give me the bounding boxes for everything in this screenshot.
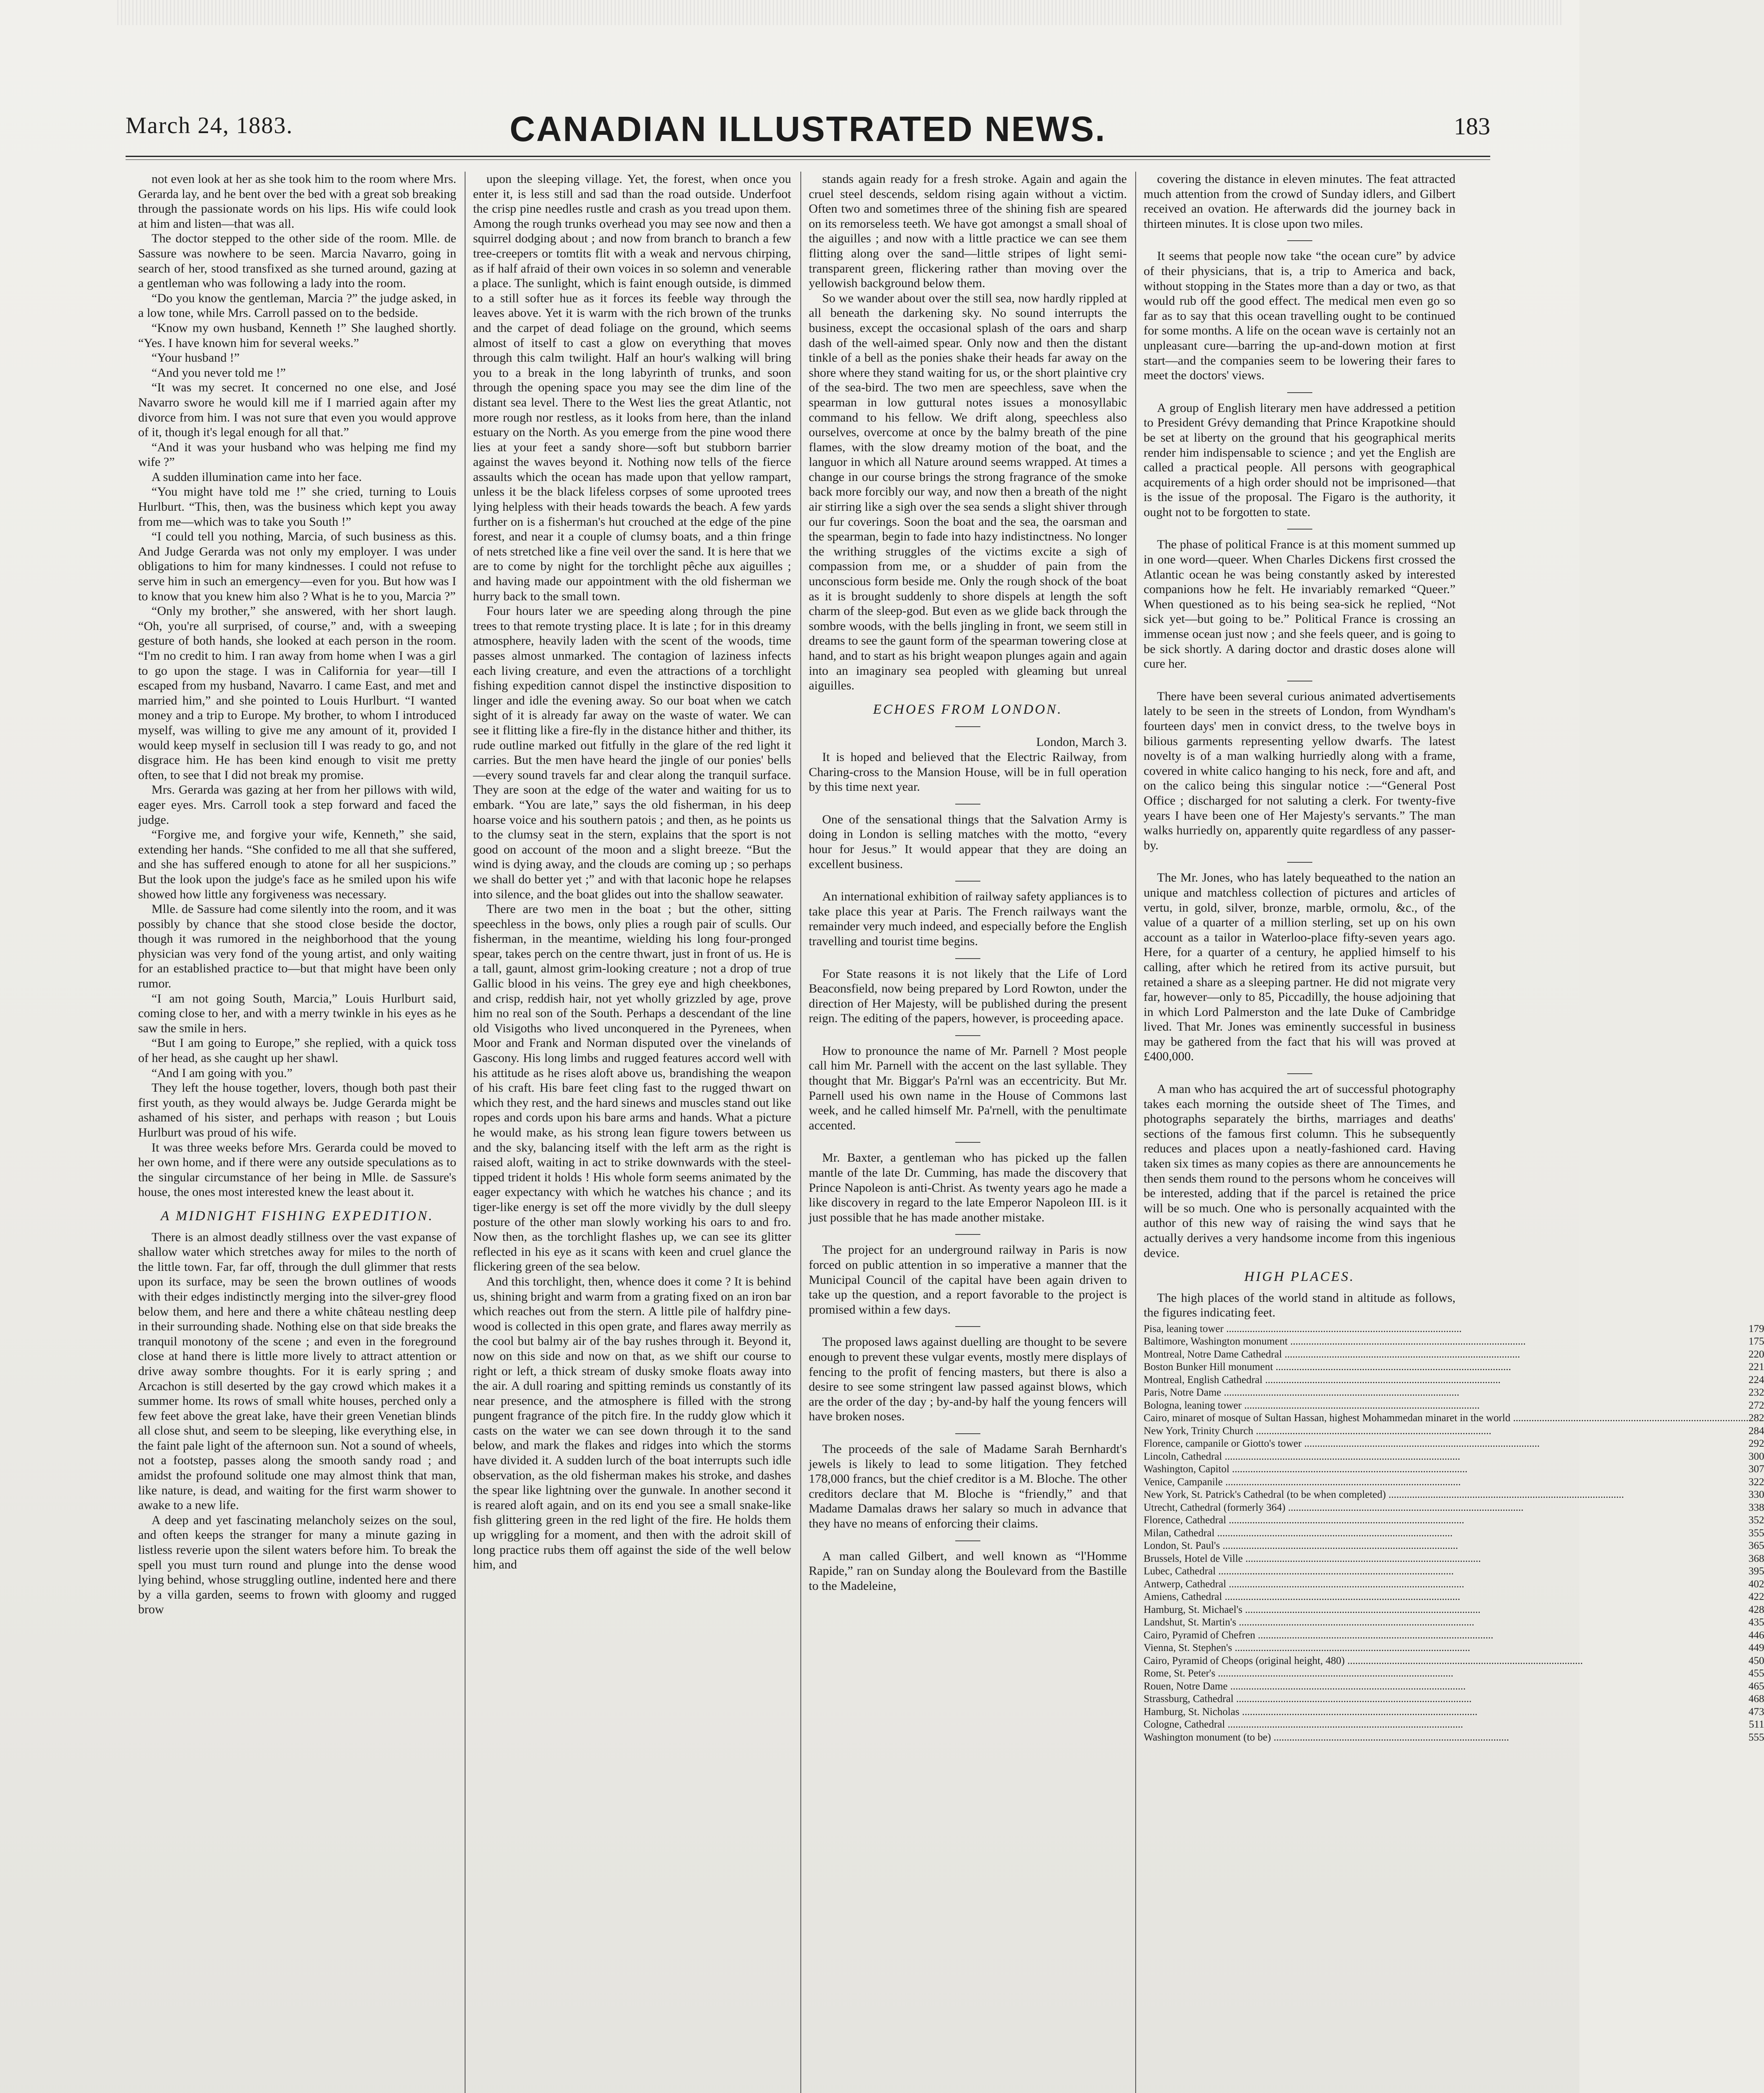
- echoes-items-continued: [1144, 172, 1455, 1260]
- midnight-fishing-continued: [473, 172, 791, 1572]
- place-name: Venice, Campanile .....: [1144, 1476, 1749, 1489]
- height-feet: 435: [1748, 1617, 1764, 1628]
- table-row: [1144, 1476, 1764, 1489]
- short-rule: [1287, 1073, 1312, 1074]
- place-name: Washington monument (to be) .....: [1144, 1731, 1749, 1744]
- short-rule: [955, 1326, 980, 1327]
- table-row: [1144, 1553, 1764, 1566]
- masthead-title: CANADIAN ILLUSTRATED NEWS.: [509, 109, 1106, 149]
- table-row: [1144, 1489, 1764, 1502]
- table-row: [1144, 1616, 1764, 1629]
- paragraph: There are two men in the boat ; but the other, sitting speechless in the bows, only plies a rough pair of sculls. Our fisherman, in the meantime, wielding his long four-pronged spear, takes perch on the centre thwart, just in front of us. He is a tall, gaunt, almost grim-looking creature ; not a drop of true Gallic blood in his veins. The grey eye and high cheekbones, and crisp, reddish hair, not yet wholly grizzled by age, prove him no real son of the South. Perhaps a descendant of the line old Visigoths who lived unconquered in the Pyrenees, when Moor and Frank and Norman disputed over the vinelands of Gascony. His long limbs and rugged features accord well with his attitude as he rises aloft above us, brandishing the weapon of his craft. His bare feet cling fast to the rugged thwart on which they rest, and the hard sinews and muscles stand out like ropes and cords upon his bare arms and hands. What a picture he would make, as his strong lean figure towers between us and the sky, balancing itself with the left arm as the right is raised aloft, waiting in act to strike downwards with the steel-tipped trident it holds ! His whole form seems animated by the eager expectancy with which he watches his chance ; and its tiger-like energy is set off the more vividly by the dull sleepy posture of the other man slowly working his oars to and fro. Now then, as the torchlight flashes up, we can see its glitter reflected in his eye as it scans with keen and cruel glance the flickering green of the sea below.: [473, 902, 791, 1274]
- short-rule: [1287, 862, 1312, 863]
- paragraph: Mrs. Gerarda was gazing at her from her pillows with wild, eager eyes. Mrs. Carroll took a step forward and faced the judge.: [138, 783, 456, 827]
- height-feet: 473: [1748, 1706, 1764, 1718]
- height-feet: 272: [1748, 1399, 1764, 1411]
- height-feet: 511: [1749, 1719, 1764, 1730]
- height-feet: 555: [1748, 1731, 1764, 1743]
- paragraph: The Mr. Jones, who has lately bequeathed to the nation an unique and matchless collection of pictures and articles of vertu, in gold, silver, bronze, marble, ormolu, &c., of the value of a quarter of a million sterling, set up on his own account as a tailor in Waterloo-place fifty-seven years ago. Here, for a quarter of a century, he applied himself to his calling, after which he retired from its active pursuit, but retained a share as a sleeping partner. He did not migrate very far, however—only to 85, Piccadilly, the house adjoining that in which Lord Palmerston and the late Duke of Cambridge lived. That Mr. Jones was eminently successful in business may be gathered from the fact that his will was proved at £400,000.: [1144, 871, 1455, 1064]
- page-number: 183: [1454, 113, 1490, 140]
- table-row: [1144, 1361, 1764, 1374]
- place-name: Strassburg, Cathedral .....: [1144, 1693, 1749, 1706]
- paragraph: “And I am going with you.”: [152, 1066, 293, 1080]
- short-rule: [955, 958, 980, 959]
- paragraph: A deep and yet fascinating melancholy seizes on the soul, and often keeps the stranger for many a minute gazing in listless reverie upon the silent waters before him. To break the spell you must turn round and plunge into the dense wood lying behind, whose struggling outline, indented here and there by a villa garden, seems to frown with gloomy and rugged brow: [138, 1513, 456, 1617]
- table-row: [1144, 1386, 1764, 1399]
- section-title-high-places: HIGH PLACES.: [1244, 1269, 1355, 1285]
- height-feet: 232: [1748, 1387, 1764, 1399]
- table-row: [1144, 1706, 1764, 1719]
- paragraph: “Your husband !”: [152, 351, 240, 365]
- paragraph: For State reasons it is not likely that the Life of Lord Beaconsfield, now being prepared by Lord Rowton, under the direction of Her Majesty, will be published during the present reign. The editing of the papers, however, is proceeding apace.: [809, 967, 1127, 1026]
- height-feet: 365: [1748, 1540, 1764, 1552]
- short-rule: [1287, 392, 1312, 393]
- height-feet: 395: [1748, 1566, 1764, 1577]
- table-row: [1144, 1348, 1764, 1361]
- paragraph: “But I am going to Europe,” she replied, with a quick toss of her head, as she caught up her shawl.: [138, 1036, 456, 1065]
- height-feet: 450: [1748, 1655, 1764, 1666]
- paragraph: Four hours later we are speeding along through the pine trees to that remote trysting place. It is late ; for in this dreamy atmosphere, heavily laden with the scent of the woods, time passes almost unmarked. The contagion of laziness infects each living creature, and even the attractions of a torchlight fishing expedition cannot dispel the instinctive disposition to linger and idle the evening away. So our boat when we catch sight of it is already far away on the waste of water. We can see it flitting like a fire-fly in the distance hither and thither, its rude outline marked out fitfully in the glare of the red light it carries. But the men have heard the jingle of our ponies' bells—every sound travels far and clear along the tranquil surface. They are soon at the edge of the water and waiting for us to embark. “You are late,” says the old fisherman, in his deep hoarse voice and his southern patois ; and then, as he points us to the clumsy seat in the stern, explains that the sport is not good on account of the moon and a slight breeze. “But the wind is dying away, and the clouds are coming up ; so perhaps we shall do better yet ;” and with that laconic hope he relapses into silence, and the boat glides out into the shallow seawater.: [473, 604, 791, 901]
- place-name: Lincoln, Cathedral .....: [1144, 1450, 1749, 1463]
- short-rule: [1287, 240, 1312, 241]
- table-row: [1144, 1731, 1764, 1744]
- table-row: [1144, 1450, 1764, 1463]
- paragraph: “I could tell you nothing, Marcia, of such business as this. And Judge Gerarda was not only my employer. I was under obligations to him for many kindnesses. I could not refuse to serve him in such an emergency—even for you. But how was I to know that you knew him also ? What is he to you, Marcia ?”: [138, 530, 456, 603]
- table-row: [1144, 1527, 1764, 1540]
- paragraph: So we wander about over the still sea, now hardly rippled at all beneath the darkening sky. No sound interrupts the business, except the occasional splash of the oars and sharp dash of the well-aimed spear. Only now and then the distant tinkle of a bell as the ponies shake their heads far away on the shore where they stand waiting for us, or the short plaintive cry of the sea-bird. The two men are speechless, save when the spearman in low guttural notes issues a monosyllabic command to his fellow. We drift along, speechless also ourselves, overcome at once by the balmy breath of the pine flames, with the slow dreamy motion of the boat, and the languor in which all Nature around seems wrapped. At times a change in our course brings the strong fragrance of the smoke back more forcibly our way, and now then a breath of the night air stirring like a sigh over the sea sends a slight shiver through our fur coverings. Soon the boat and the sea, the oarsman and the spearman, begin to fade into hazy indistinctness. No longer the writhing struggles of the victims excite a sigh of compassion from me, or a shudder of pain from the unconscious form beside me. Only the rough shock of the boat as it is brought suddenly to shore dispels at length the soft charm of the sleep-god. But even as we glide back through the sombre woods, with the bells jingling in front, we seem still in dreams to see the gaunt form of the spearman towering close at hand, and to start as his bright weapon plunges again and again into an imaginary sea peopled with gleaming but unreal aiguilles.: [809, 291, 1127, 693]
- column-4: [1144, 172, 1764, 2093]
- paragraph: The project for an underground railway in Paris is now forced on public attention in so imperative a manner that the Municipal Council of the capital have been again driven to take up the question, and a report favorable to the project is promised within a few days.: [809, 1243, 1127, 1316]
- paragraph: The phase of political France is at this moment summed up in one word—queer. When Charles Dickens first crossed the Atlantic ocean he was being constantly asked by interested companions how he felt. He invariably remarked “Queer.” When questioned as to his being sea-sick he replied, “Not sick yet—but going to be.” Political France is crossing an immense ocean just now ; and she feels queer, and is going to be sick shortly. A daring doctor and drastic doses alone will cure her.: [1144, 537, 1455, 671]
- short-rule: [1287, 529, 1312, 530]
- paragraph: Mr. Baxter, a gentleman who has picked up the fallen mantle of the late Dr. Cumming, has made the discovery that Prince Napoleon is anti-Christ. As twenty years ago he made a like discovery in regard to the late Emperor Napoleon III. is it just possible that he has made another mistake.: [809, 1151, 1127, 1224]
- place-name: Florence, campanile or Giotto's tower .....: [1144, 1437, 1749, 1450]
- place-name: Brussels, Hotel de Ville .....: [1144, 1553, 1749, 1566]
- paragraph: upon the sleeping village. Yet, the forest, when once you enter it, is less still and sad than the road outside. Underfoot the crisp pine needles rustle and crash as you tread upon them. Among the rough trunks overhead you may see now and then a squirrel dodging about ; and now from branch to branch a few tree-creepers or tomtits flit with a weak and nervous chirping, as if half afraid of their own voices in so solemn and venerable a place. The sunlight, which is faint enough outside, is dimmed to a still softer hue as it forces its feeble way through the leaves above. Yet it is warm with the rich brown of the trunks and the carpet of dead foliage on the ground, which seems almost of itself to cast a glow on everything that moves through this calm twilight. Half an hour's walking will bring you to a break in the long labyrinth of trunks, and soon through the opening space you may see the dim line of the distant sea level. There to the West lies the great Atlantic, not more rough nor restless, as it looks from here, than the inland estuary on the North. As you emerge from the pine wood there lies at your feet a sandy shore—soft but stubborn barrier against the waves beyond it. Nothing now tells of the fierce assaults which the ocean has made upon that yellow rampart, unless it be the black lifeless corpses of some uprooted trees lying helpless with their heads towards the beach. A few yards further on is a fisherman's hut crouched at the edge of the pine forest, and near it a couple of clumsy boats, and a thin fringe of nets stretched like a fine veil over the sand. It is here that we are to come by night for the torchlight pêche aux aiguilles ; and having made our appointment with the old fisherman we hurry back to the small town.: [473, 172, 791, 603]
- table-row: [1144, 1693, 1764, 1706]
- paragraph: And this torchlight, then, whence does it come ? It is behind us, shining bright and warm from a grating fixed on an iron bar which reaches out from the stern. A little pile of halfdry pine-wood is collected in this open grate, and flares away merrily as the cool but balmy air of the bay rushes through it. Beyond it, now on this side and now on that, as we shift our course to right or left, a thick stream of dusky smoke floats away into the air. A dull roaring and spitting reminds us constantly of its near presence, and the atmosphere is filled with the strong pungent fragrance of the pitch fire. In the ruddy glow which it casts on the water we can see down through it to the sand below, and mark the flakes and ridges into which the storms have divided it. A sudden lurch of the boat interrupts such idle observation, as the old fisherman makes his stroke, and dashes the spear like lightning over the gunwale. In another second it is reared aloft again, and on its end you see a small snake-like fish glittering green in the red light of the fire. He holds them up wriggling for a moment, and then with the adroit skill of long practice rubs them off against the side of the well below him, and: [473, 1274, 791, 1572]
- place-name: London, St. Paul's .....: [1144, 1540, 1749, 1553]
- paragraph: There have been several curious animated advertisements lately to be seen in the streets of London, from Wyndham's fourteen days' men in convict dress, to the twelve boys in bilious garments representing yellow dwarfs. The latest novelty is of a man walking hurriedly along with a frame, covered in white calico hanging to his neck, fore and aft, and on the calico being this singular notice :—“General Post Office ; discharged for not saluting a clerk. For twenty-five years I have been one of Her Majesty's servants.” The man walks hurriedly on, apparently quite regardless of any passer-by.: [1144, 689, 1455, 852]
- section-title-echoes: ECHOES FROM LONDON.: [873, 702, 1063, 717]
- paragraph: The doctor stepped to the other side of the room. Mlle. de Sassure was nowhere to be seen. Marcia Navarro, going in search of her, stood transfixed as she turned around, gazing at a gentleman who was following a lady into the room.: [138, 231, 456, 291]
- paragraph: How to pronounce the name of Mr. Parnell ? Most people call him Mr. Parnell with the accent on the last syllable. They thought that Mr. Biggar's Pa'rnl was an eccentricity. But Mr. Parnell used his own name in the House of Commons last week, and he called himself Mr. Pa'rnell, with the penultimate accented.: [809, 1044, 1127, 1132]
- paragraph: One of the sensational things that the Salvation Army is doing in London is selling matches with the motto, “every hour for Jesus.” It would appear that they are doing an excellent business.: [809, 812, 1127, 871]
- table-row: [1144, 1463, 1764, 1476]
- place-name: Lubec, Cathedral .....: [1144, 1565, 1749, 1578]
- paragraph: The proceeds of the sale of Madame Sarah Bernhardt's jewels is likely to lead to some litigation. They fetched 178,000 francs, but the chief creditor is a M. Bloche. The other creditors declare that M. Bloche is “friendly,” and that Madame Damalas draws her salary so much in advance that they have no means of enforcing their claims.: [809, 1442, 1127, 1530]
- column-divider: [1135, 172, 1136, 2093]
- height-feet: 322: [1748, 1476, 1764, 1488]
- height-feet: 221: [1748, 1361, 1764, 1373]
- height-feet: 428: [1748, 1604, 1764, 1615]
- paragraph: “And you never told me !”: [152, 365, 286, 380]
- paragraph: “Only my brother,” she answered, with her short laugh. “Oh, you're all surprised, of course,” and, with a sweeping gesture of both hands, she looked at each person in the room. “I'm no credit to him. I ran away from home when I was a girl to go upon the stage. I was in California for year—till I escaped from my husband, Navarro. I came East, and met and married him,” and she pointed to Louis Hurlburt. “I wanted money and a trip to Europe. My brother, to whom I introduced myself, was willing to give me any amount of it, provided I would keep myself in seclusion till I was ready to go, and not disgrace him. He has been kind enough to visit me pretty often, to see that I did not break my promise.: [138, 604, 456, 782]
- echoes-dateline: London, March 3.: [1036, 735, 1127, 749]
- place-name: Cairo, Pyramid of Chefren .....: [1144, 1629, 1749, 1642]
- paragraph: They left the house together, lovers, though both past their first youth, as they would always be. Judge Gerarda might be ashamed of his sister, and perhaps with reason ; but Louis Hurlburt was proud of his wife.: [138, 1081, 456, 1139]
- page-header: [126, 100, 1490, 149]
- column-1: [138, 172, 456, 2093]
- short-rule: [955, 1234, 980, 1235]
- paragraph: It is hoped and believed that the Electric Railway, from Charing-cross to the Mansion House, will be in full operation by this time next year.: [809, 750, 1127, 794]
- paragraph: A man called Gilbert, and well known as “l'Homme Rapide,” ran on Sunday along the Boulevard from the Bastille to the Madeleine,: [809, 1549, 1127, 1593]
- paragraph: A group of English literary men have addressed a petition to President Grévy demanding that Prince Krapotkine should be set at liberty on the ground that his geographical merits render him indispensable to science ; and yet the English are called a practical people. All persons with geographical acquirements of a high order should not be imprisoned—that is the issue of the proposal. The Figaro is the authority, it ought not to be forgotten to state.: [1144, 401, 1455, 519]
- table-row: [1144, 1437, 1764, 1450]
- paragraph: covering the distance in eleven minutes. The feat attracted much attention from the crowd of Sunday idlers, and Gilbert received an ovation. He afterwards did the journey back in thirteen minutes. It is close upon two miles.: [1144, 172, 1455, 231]
- paragraph: “I am not going South, Marcia,” Louis Hurlburt said, coming close to her, and with a merry twinkle in his eyes as he saw the smile in hers.: [138, 991, 456, 1035]
- height-feet: 465: [1748, 1680, 1764, 1692]
- table-row: [1144, 1425, 1764, 1438]
- height-feet: 352: [1748, 1514, 1764, 1526]
- height-feet: 179: [1748, 1323, 1764, 1334]
- paragraph: “Forgive me, and forgive your wife, Kenneth,” she said, extending her hands. “She confided to me all that she suffered, and she has suffered enough to atone for all her suspicions.” But the look upon the judge's face as he smiled upon his wife showed how little any forgiveness was necessary.: [138, 828, 456, 901]
- place-name: Pisa, leaning tower .....: [1144, 1323, 1749, 1336]
- page-edge-texture: [117, 0, 1563, 25]
- table-row: [1144, 1412, 1764, 1425]
- height-feet: 175: [1748, 1336, 1764, 1347]
- short-rule: [955, 1035, 980, 1036]
- table-row: [1144, 1655, 1764, 1668]
- height-feet: 368: [1748, 1553, 1764, 1564]
- place-name: Baltimore, Washington monument .....: [1144, 1335, 1749, 1348]
- paragraph: There is an almost deadly stillness over the vast expanse of shallow water which stretches away for miles to the north of the little town. Far, far off, through the dull glimmer that rests upon its surface, may be seen the brown outlines of woods with their edges indistinctly merging into the silver-grey flood below them, and here and there a white château nestling deep in their surrounding shade. Nothing else on that side breaks the tranquil monotony of the scene ; and even in the foreground close at hand there is little more lively to attract attention or drive away sombre thoughts. For it is early spring ; and Arcachon is still deserted by the gay crowd which makes it a summer home. Its rows of small white houses, perched only a few feet above the great lake, have their green Venetian blinds all close shut, and seem to be sleeping, like everything else, in the faint pale light of the afternoon sun. Not a sound of wheels, not a footstep, passes along the smooth sandy road ; and amidst the profound solitude one may almost think that man, like nature, is dead, and waiting for the first warm shower to awake to a new life.: [138, 1230, 456, 1512]
- height-feet: 307: [1748, 1463, 1764, 1475]
- echoes-items: [809, 750, 1127, 1593]
- place-name: Rouen, Notre Dame .....: [1144, 1680, 1749, 1693]
- place-name: Montreal, English Cathedral .....: [1144, 1374, 1749, 1387]
- paragraph: “Do you know the gentleman, Marcia ?” the judge asked, in a low tone, while Mrs. Carroll passed on to the bedside.: [138, 291, 456, 320]
- paragraph: stands again ready for a fresh stroke. Again and again the cruel steel descends, seldom rising again without a victim. Often two and sometimes three of the shining fish are speared on its remorseless teeth. We have got amongst a small shoal of the aiguilles ; and now with a little practice we can see them flitting along over the sand—little stripes of light semi-transparent green, flickering rather than moving over the yellowish background below them.: [809, 172, 1127, 291]
- high-places-intro: The high places of the world stand in altitude as follows, the figures indicating feet.: [1144, 1291, 1455, 1320]
- table-row: [1144, 1578, 1764, 1591]
- issue-date: March 24, 1883.: [126, 113, 293, 139]
- column-divider: [800, 172, 801, 2093]
- height-feet: 422: [1748, 1591, 1764, 1603]
- short-rule: [955, 1433, 980, 1434]
- paragraph: It seems that people now take “the ocean cure” by advice of their physicians, that is, a trip to America and back, without stopping in the States more than a day or two, as that would rub off the good effect. The medical men even go so far as to say that this ocean travelling ought to be continued for some months. A life on the ocean wave is certainly not an unpleasant cure—barring the up-and-down motion at first start—and the companies seem to be lowering their fares to meet the doctors' views.: [1144, 249, 1455, 383]
- table-row: [1144, 1591, 1764, 1604]
- table-row: [1144, 1399, 1764, 1412]
- column-2: [473, 172, 791, 2093]
- height-feet: 220: [1748, 1348, 1764, 1360]
- short-rule: [955, 1540, 980, 1541]
- short-rule: [955, 804, 980, 805]
- paragraph: An international exhibition of railway safety appliances is to take place this year at Paris. The French railways want the remainder very much indeed, and especially before the English travelling and tourist time begins.: [809, 890, 1127, 948]
- table-row: [1144, 1565, 1764, 1578]
- column-3: [809, 172, 1127, 2093]
- paragraph: It was three weeks before Mrs. Gerarda could be moved to her own home, and if there were any outside speculations as to the singular circumstance of her being in Mlle. de Sassure's house, the ones most interested knew the least about it.: [138, 1140, 456, 1199]
- height-feet: 455: [1748, 1668, 1764, 1679]
- section-title-midnight-fishing: A MIDNIGHT FISHING EXPEDITION.: [160, 1208, 434, 1224]
- paragraph: The proposed laws against duelling are thought to be severe enough to prevent these vulgar events, mostly mere displays of fencing to the profit of fencing masters, but there is also a desire to see some stringent law passed against blows, which are the order of the day ; by-and-by half the young fencers will have broken noses.: [809, 1335, 1127, 1424]
- paragraph: “And it was your husband who was helping me find my wife ?”: [138, 440, 456, 469]
- story-continuation: [138, 172, 456, 1200]
- table-row: [1144, 1642, 1764, 1655]
- paragraph: A sudden illumination came into her face.: [152, 470, 362, 484]
- paragraph: “You might have told me !” she cried, turning to Louis Hurlburt. “This, then, was the business which kept you away from me—which was to take you South !”: [138, 485, 456, 529]
- table-row: [1144, 1604, 1764, 1617]
- place-name: Rome, St. Peter's .....: [1144, 1667, 1749, 1680]
- height-feet: 449: [1748, 1642, 1764, 1654]
- paragraph: “Know my own husband, Kenneth !” She laughed shortly. “Yes. I have known him for several weeks.”: [138, 321, 456, 350]
- table-row: [1144, 1680, 1764, 1693]
- place-name: Vienna, St. Stephen's .....: [1144, 1642, 1749, 1655]
- place-name: Paris, Notre Dame .....: [1144, 1386, 1749, 1399]
- place-name: Hamburg, St. Nicholas .....: [1144, 1706, 1749, 1719]
- place-name: Florence, Cathedral .....: [1144, 1514, 1749, 1527]
- high-places-table: [1144, 1323, 1764, 1744]
- table-row: [1144, 1718, 1764, 1731]
- header-rule: [126, 156, 1490, 160]
- height-feet: 402: [1748, 1578, 1764, 1590]
- place-name: Landshut, St. Martin's .....: [1144, 1616, 1749, 1629]
- place-name: Cologne, Cathedral .....: [1144, 1718, 1749, 1731]
- short-rule: [955, 726, 980, 727]
- place-name: Utrecht, Cathedral (formerly 364) .....: [1144, 1502, 1749, 1514]
- height-feet: 355: [1748, 1527, 1764, 1539]
- table-row: [1144, 1667, 1764, 1680]
- place-name: New York, Trinity Church .....: [1144, 1425, 1749, 1438]
- place-name: Cairo, Pyramid of Cheops (original height, 480) .....: [1144, 1655, 1749, 1668]
- height-feet: 284: [1748, 1425, 1764, 1437]
- height-feet: 338: [1748, 1502, 1764, 1513]
- table-row: [1144, 1323, 1764, 1336]
- paragraph: A man who has acquired the art of successful photography takes each morning the outside sheet of The Times, and photographs separately the births, marriages and deaths' sections of the famous first column. This he subsequently reduces and places upon a neatly-fashioned card. Having taken six times as many copies as there are announcements he then sends them round to the persons whom he conceives will be interested, adding that if the parcel is retained the price will be so much. One who is personally acquainted with the author of this new way of raising the wind says that he actually derives a very handsome income from this ingenious device.: [1144, 1082, 1455, 1260]
- place-name: Montreal, Notre Dame Cathedral .....: [1144, 1348, 1749, 1361]
- place-name: Bologna, leaning tower .....: [1144, 1399, 1749, 1412]
- height-feet: 292: [1748, 1438, 1764, 1450]
- short-rule: [955, 1142, 980, 1143]
- place-name: Cairo, minaret of mosque of Sultan Hassan, highest Mohammedan minaret in the world .....: [1144, 1412, 1749, 1425]
- place-name: Boston Bunker Hill monument .....: [1144, 1361, 1749, 1374]
- paragraph: “It was my secret. It concerned no one else, and José Navarro swore he would kill me if I married again after my divorce from him. I was not sure that even you would approve of it, though it's legal enough for all that.”: [138, 381, 456, 440]
- place-name: Milan, Cathedral .....: [1144, 1527, 1749, 1540]
- short-rule: [955, 881, 980, 882]
- midnight-fishing-article: [138, 1230, 456, 1617]
- table-row: [1144, 1502, 1764, 1514]
- height-feet: 224: [1748, 1374, 1764, 1386]
- table-row: [1144, 1540, 1764, 1553]
- height-feet: 300: [1748, 1450, 1764, 1462]
- paragraph: Mlle. de Sassure had come silently into the room, and it was possibly by chance that she stood close beside the doctor, though it was rumored in the neighborhood that the young physician was very fond of the young artist, and only waiting for an established practice to—but that might have been only rumor.: [138, 902, 456, 991]
- place-name: Amiens, Cathedral .....: [1144, 1591, 1749, 1604]
- midnight-fishing-conclusion: [809, 172, 1127, 693]
- table-row: [1144, 1374, 1764, 1387]
- paragraph: not even look at her as she took him to the room where Mrs. Gerarda lay, and he bent over the bed with a great sob breaking through the passionate words on his lips. His wife could look at him and listen—that was all.: [138, 172, 456, 231]
- height-feet: 282: [1748, 1412, 1764, 1424]
- place-name: New York, St. Patrick's Cathedral (to be when completed) .....: [1144, 1489, 1749, 1502]
- place-name: Washington, Capitol .....: [1144, 1463, 1749, 1476]
- place-name: Antwerp, Cathedral .....: [1144, 1578, 1749, 1591]
- height-feet: 446: [1748, 1629, 1764, 1641]
- height-feet: 468: [1748, 1693, 1764, 1705]
- table-row: [1144, 1514, 1764, 1527]
- place-name: Hamburg, St. Michael's .....: [1144, 1604, 1749, 1617]
- table-row: [1144, 1629, 1764, 1642]
- height-feet: 330: [1748, 1489, 1764, 1501]
- table-row: [1144, 1335, 1764, 1348]
